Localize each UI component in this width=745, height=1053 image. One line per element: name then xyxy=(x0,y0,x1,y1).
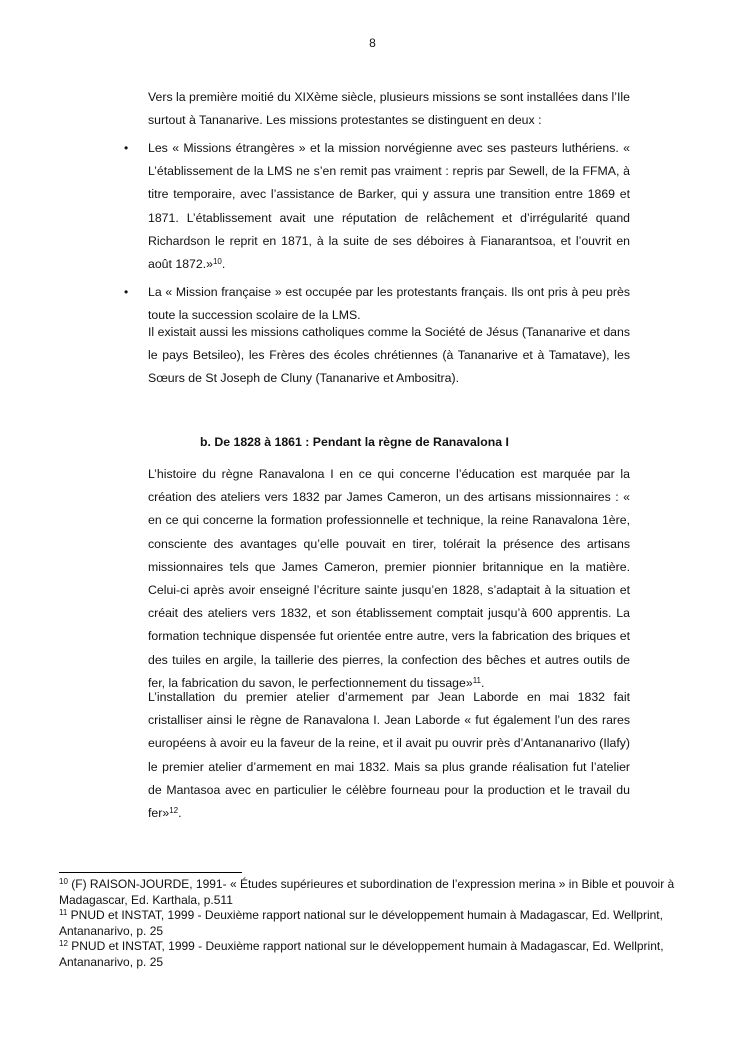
intro-text: Vers la première moitié du XIXème siècle, plusieurs missions se sont installées dans l’Ile surtout à Tananarive. Les missions protestantes se distinguent en deux : xyxy=(148,90,630,128)
footnote xyxy=(59,877,719,908)
laborde-paragraph xyxy=(148,686,630,825)
footnote-text: PNUD et INSTAT, 1999 - Deuxième rapport national sur le développement humain à Madagascar, Ed. Wellprint, Antananarivo, p. 25 xyxy=(59,908,663,938)
footnote-text: (F) RAISON-JOURDE, 1991- « Études supérieures et subordination de l’expression merina » in Bible et pouvoir à Madagascar, Ed. Karthala, p.511 xyxy=(59,877,675,907)
history-body xyxy=(148,463,630,695)
catholic-missions-paragraph xyxy=(148,321,630,391)
history-tail: . xyxy=(481,675,485,690)
footnote-separator xyxy=(59,872,242,873)
footnote-ref: 10 xyxy=(212,257,222,267)
missions-bullet-list xyxy=(124,137,630,328)
bullet-icon: • xyxy=(124,285,129,300)
intro-paragraph xyxy=(148,86,630,132)
bullet-item xyxy=(124,137,630,276)
footnote-number: 11 xyxy=(59,908,68,918)
laborde-text: L’installation du premier atelier d’armement par Jean Laborde en mai 1832 fait cristalliser ainsi le règne de Ranavalona I. Jean Laborde « fut également l’un des rares européens à avoir eu la faveur de la reine, et il avait pu ouvrir près d’Antananarivo (Ilafy) le premier atelier d’armement en mai 1832. Mais sa plus grande réalisation fut l’atelier de Mantasoa avec en particulier le célèbre fourneau pour la production et le travail du fer» xyxy=(148,690,630,821)
footnote-text: PNUD et INSTAT, 1999 - Deuxième rapport national sur le développement humain à Madagascar, Ed. Wellprint, Antananarivo, p. 25 xyxy=(59,939,664,969)
bullet-text: Les « Missions étrangères » et la mission norvégienne avec ses pasteurs luthériens. « L’établissement de la LMS ne s’en remit pas vraiment : repris par Sewell, de la FFMA, à titre temporaire, avec l’assistance de Barker, qui y assura une transition entre 1869 et 1871. L’établissement avait une réputation de relâchement et d’irrégularité quand Richardson le reprit en 1871, à la suite de ses déboires à Fianarantsoa, et l’ouvrit en août 1872.» xyxy=(148,141,630,272)
footnote-ref: 12 xyxy=(169,806,179,816)
footnote-ref: 11 xyxy=(472,675,482,685)
footnote xyxy=(59,939,719,970)
footnote-number: 10 xyxy=(59,877,68,886)
footnote-number: 12 xyxy=(59,939,68,949)
bullet-tail: . xyxy=(221,257,226,272)
history-paragraph xyxy=(148,463,630,695)
catholic-text: Il existait aussi les missions catholiques comme la Société de Jésus (Tananarive et dans le pays Betsileo), les Frères des écoles chrétiennes (à Tananarive et à Tamatave), les Sœurs de St Joseph de Cluny (Tananarive et Ambositra). xyxy=(148,325,630,386)
bullet-text: La « Mission française » est occupée par les protestants français. Ils ont pris à peu près toute la succession scolaire de la LMS. xyxy=(148,285,630,323)
laborde-tail: . xyxy=(178,806,182,821)
page-number: 8 xyxy=(369,36,376,50)
footnote xyxy=(59,908,719,939)
footnotes xyxy=(59,877,719,971)
section-heading: b. De 1828 à 1861 : Pendant la règne de Ranavalona I xyxy=(200,435,509,449)
history-text: L’histoire du règne Ranavalona I en ce qui concerne l’éducation est marquée par la création des ateliers vers 1832 par James Cameron, un des artisans missionnaires : « en ce qui concerne la formation professionnelle et technique, la reine Ranavalona 1ère, consciente des avantages qu’elle pouvait en tirer, tolérait la présence des artisans missionnaires tels que James Cameron, premier pionnier britannique en la matière. Celui-ci après avoir enseigné l’écriture sainte jusqu’en 1828, s’adaptait à la situation et créait des ateliers vers 1832, et son établissement comptait jusqu’à 600 apprentis. La formation technique dispensée fut orientée entre autre, vers la fabrication des briques et des tuiles en argile, la taillerie des pierres, la confection des bêches et autres outils de fer, la fabrication du savon, le perfectionnement du tissage» xyxy=(148,467,630,690)
bullet-icon: • xyxy=(124,141,129,155)
laborde-body xyxy=(148,686,630,825)
